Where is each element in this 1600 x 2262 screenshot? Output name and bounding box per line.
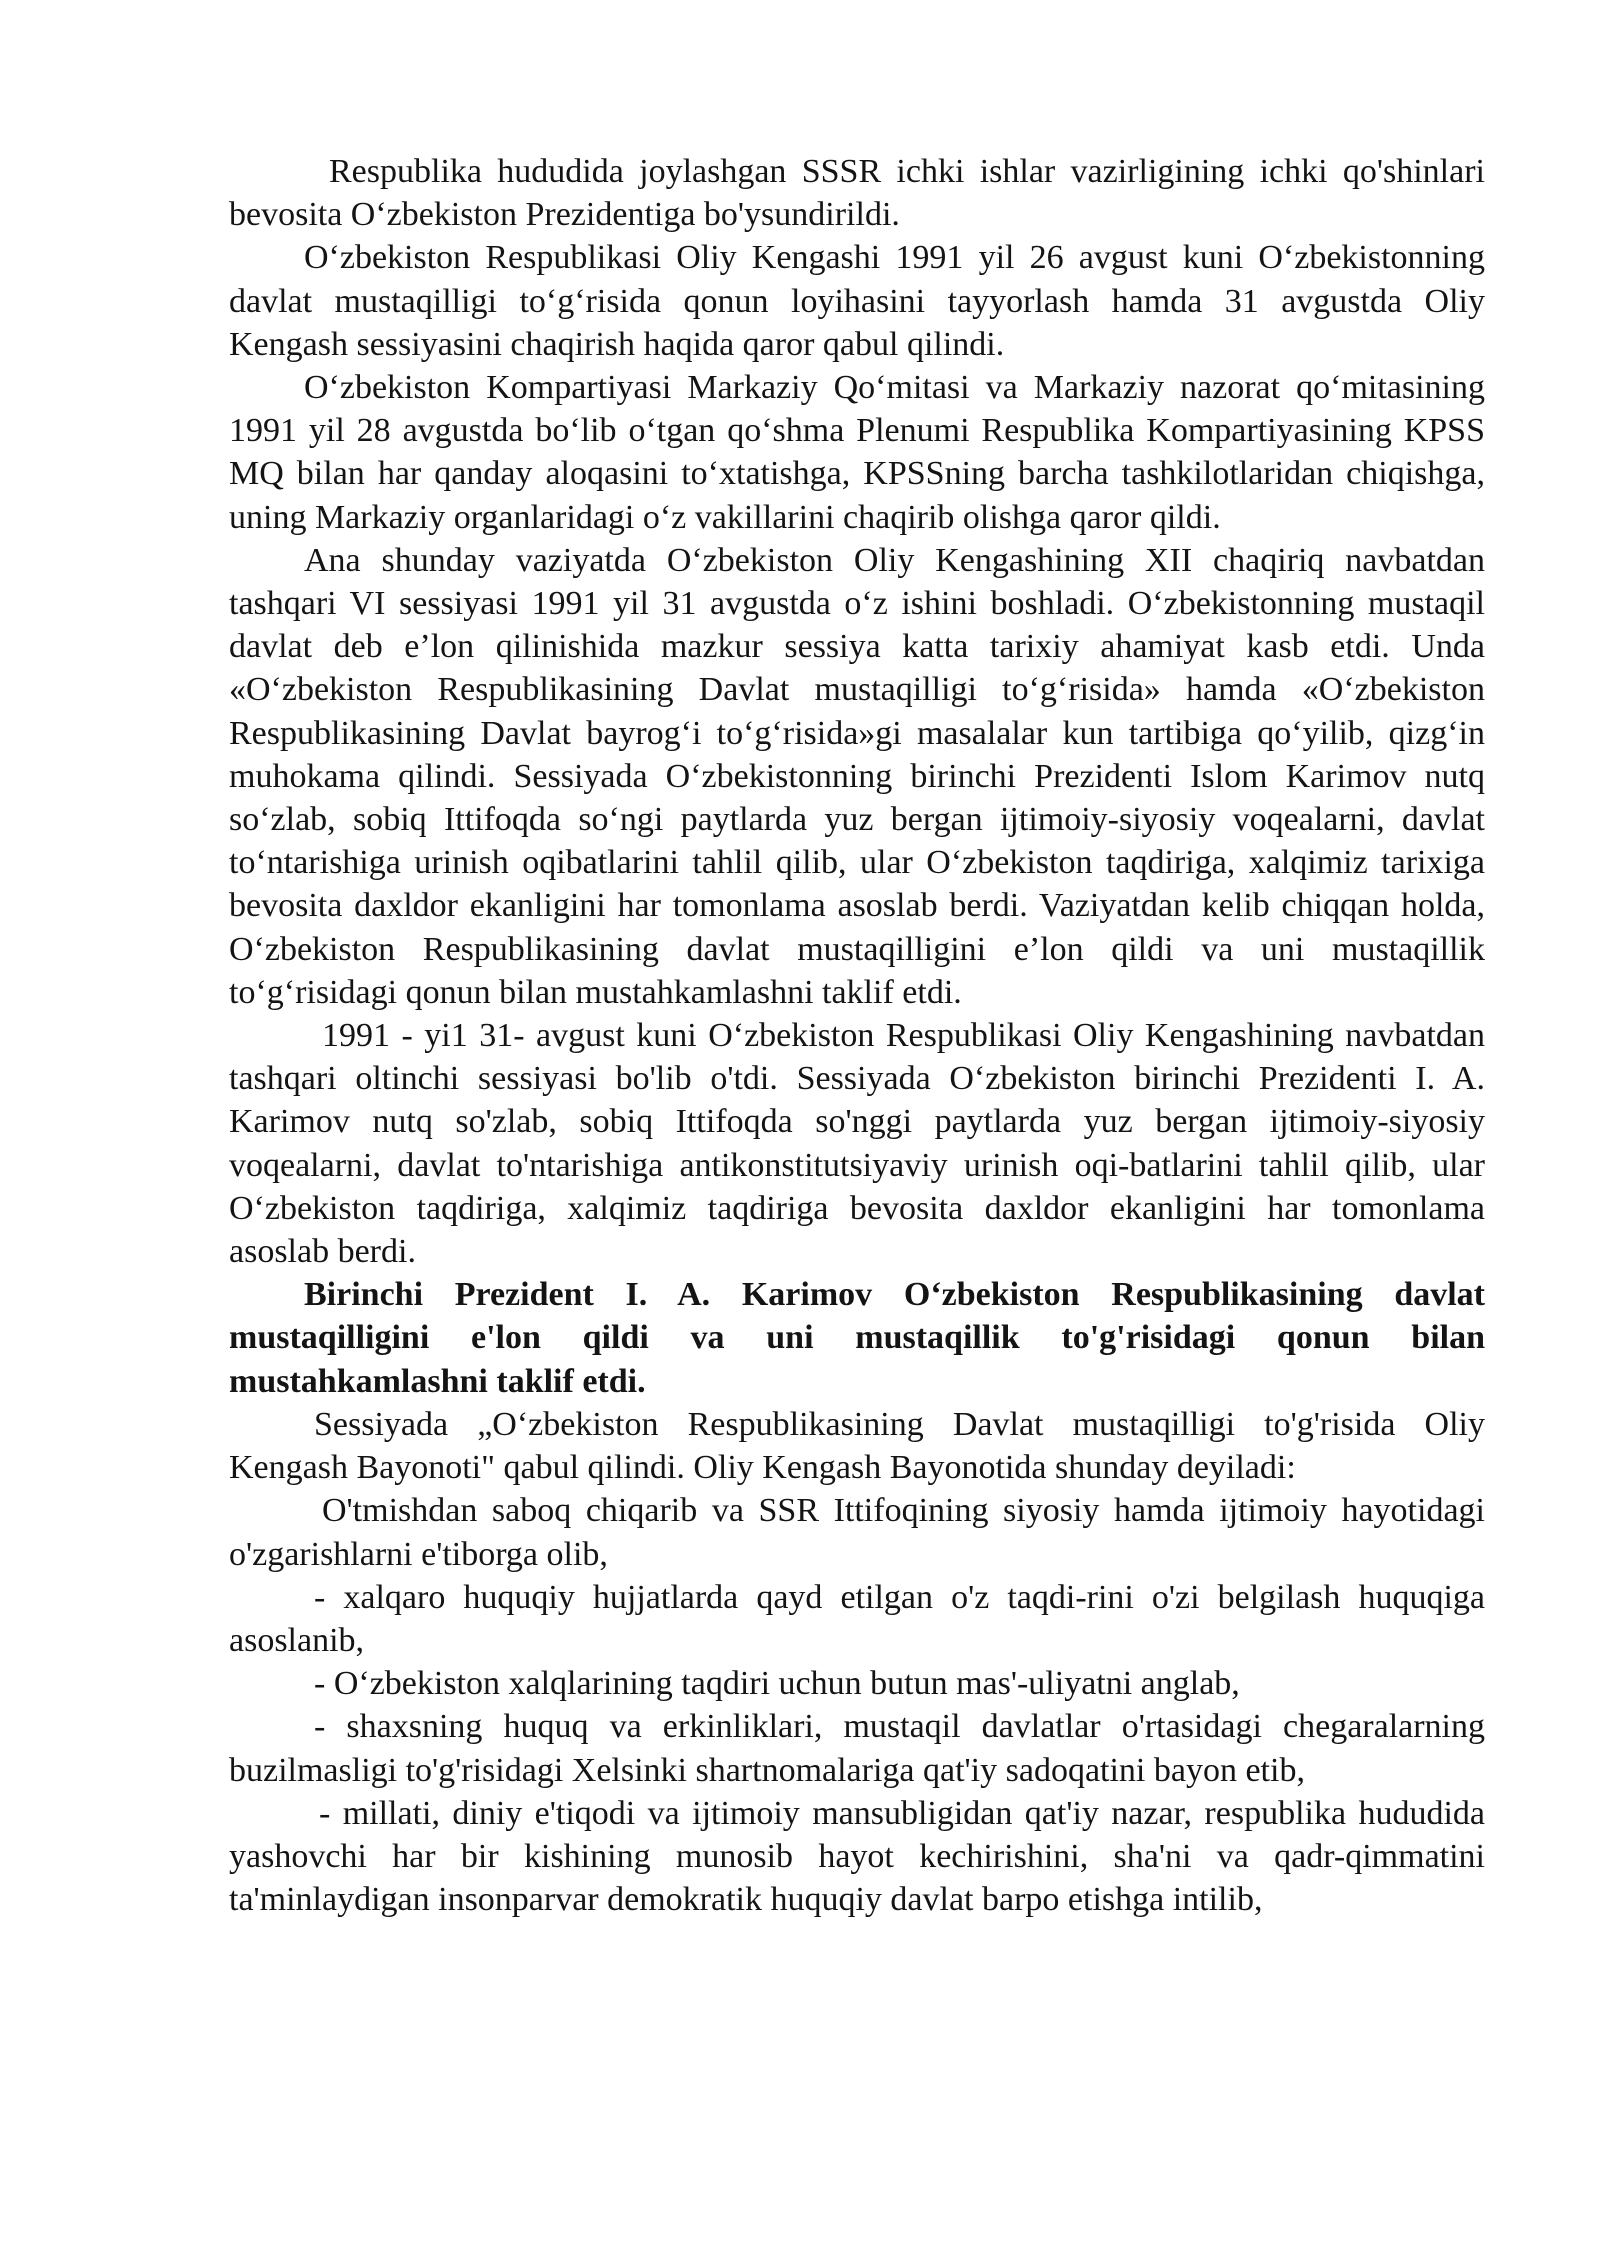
paragraph-troops: Respublika hududida joylashgan SSSR ichki ishlar vazirligining ichki qo'shinlari bevosita O‘zbekiston Prezidentiga bo'ysundirildi. (229, 153, 1485, 234)
paragraph-statement-intro: O'tmishdan saboq chiqarib va SSR Ittifoqining siyosiy hamda ijtimoiy hayotidagi o'zgarishlarni e'tiborga olib, (229, 1492, 1485, 1573)
paragraph-extraordinary-session: 1991 - yi1 31- avgust kuni O‘zbekiston Respublikasi Oliy Kengashining navbatdan tashqari oltinchi sessiyasi bo'lib o'tdi. Sessiyada O‘zbekiston birinchi Prezidenti I. A. Karimov nutq so'zlab, sobiq Ittifoqda so'nggi paytlarda yuz bergan ijtimoiy-siyosiy voqealarni, davlat to'ntarishiga antikonstitutsiyaviy urinish oqi-batlarini tahlil qilib, ular O‘zbekiston taqdiriga, xalqimiz taqdiriga bevosita daxldor ekanligini har tomonlama asoslab berdi. (229, 1017, 1485, 1271)
paragraph-bold-declaration: Birinchi Prezident I. A. Karimov O‘zbekiston Respublikasining davlat mustaqilligini e'lon qildi va uni mustaqillik to'g'risidagi qonun bilan mustahkamlashni taklif etdi. (229, 1276, 1485, 1400)
list-item-democratic-state: - millati, diniy e'tiqodi va ijtimoiy mansubligidan qat'iy nazar, respublika hududida yashovchi har bir kishining munosib hayot kechirishini, sha'ni va qadr-qimmatini ta'minlaydigan insonparvar demokratik huquqiy davlat barpo etishga intilib, (229, 1794, 1485, 1919)
list-item-helsinki: - shaxsning huquq va erkinliklari, mustaqil davlatlar o'rtasidagi chegaralarning buzilmasligi to'g'risidagi Xelsinki shartnomalariga qat'iy sadoqatini bayon etib, (229, 1708, 1485, 1789)
paragraph-session-start: Ana shunday vaziyatda O‘zbekiston Oliy Kengashining XII chaqiriq navbatdan tashqari VI sessiyasi 1991 yil 31 avgustda o‘z ishini boshladi. O‘zbekistonning mustaqil davlat deb e’lon qilinishida mazkur sessiya katta tarixiy ahamiyat kasb etdi. Unda «O‘zbekiston Respublikasining Davlat mustaqilligi to‘g‘risida» hamda «O‘zbekiston Respublikasining Davlat bayrog‘i to‘g‘risida»gi masalalar kun tartibiga qo‘yilib, qizg‘in muhokama qilindi. Sessiyada O‘zbekistonning birinchi Prezidenti Islom Karimov nutq so‘zlab, sobiq Ittifoqda so‘ngi paytlarda yuz bergan ijtimoiy-siyosiy voqealarni, davlat to‘ntarishiga urinish oqibatlarini tahlil qilib, ular O‘zbekiston taqdiriga, xalqimiz tarixiga bevosita daxldor ekanligini har tomonlama asoslab berdi. Vaziyatdan kelib chiqqan holda, O‘zbekiston Respublikasining davlat mustaqilligini e’lon qildi va uni mustaqillik to‘g‘risidagi qonun bilan mustahkamlashni taklif etdi. (229, 541, 1485, 1011)
paragraph-statement-adopted: Sessiyada „O‘zbekiston Respublikasining Davlat mustaqilligi to'g'risida Oliy Kengash Bayonoti" qabul qilindi. Oliy Kengash Bayonotida shunday deyiladi: (229, 1405, 1485, 1487)
list-item-self-determination: - xalqaro huquqiy hujjatlarda qayd etilgan o'z taqdi-rini o'zi belgilash huquqiga asoslanib, (229, 1578, 1485, 1659)
paragraph-supreme-council-decision: O‘zbekiston Respublikasi Oliy Kengashi 1991 yil 26 avgust kuni O‘zbekistonning davlat mustaqilligi to‘g‘risida qonun loyihasini tayyorlash hamda 31 avgustda Oliy Kengash sessiyasini chaqirish haqida qaror qabul qilindi. (229, 239, 1485, 363)
list-item-responsibility: - O‘zbekiston xalqlarining taqdiri uchun butun mas'-uliyatni anglab, (314, 1665, 1240, 1703)
paragraph-communist-party-plenum: O‘zbekiston Kompartiyasi Markaziy Qo‘mitasi va Markaziy nazorat qo‘mitasining 1991 yil 28 avgustda bo‘lib o‘tgan qo‘shma Plenumi Respublika Kompartiyasining KPSS MQ bilan har qanday aloqasini to‘xtatishga, KPSSning barcha tashkilotlaridan chiqishga, uning Markaziy organlaridagi o‘z vakillarini chaqirib olishga qaror qildi. (229, 369, 1485, 536)
